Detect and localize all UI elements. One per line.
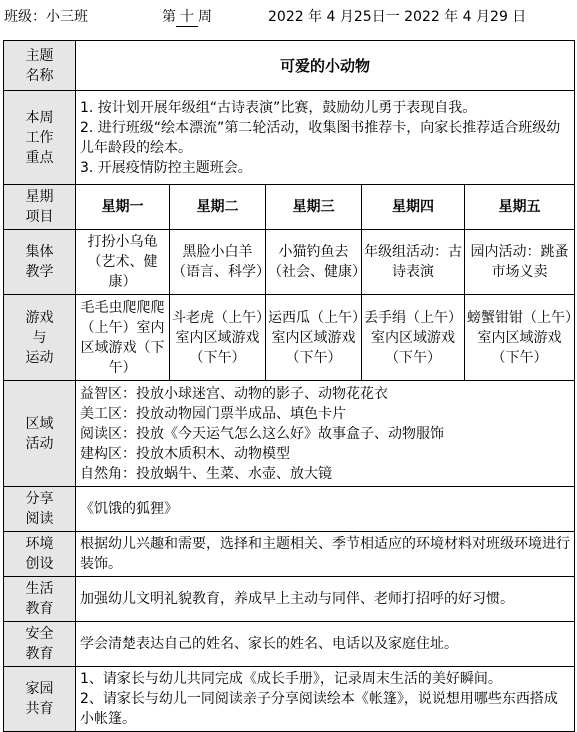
home-row bbox=[4, 667, 575, 732]
safety-row bbox=[4, 622, 575, 667]
weekly-plan-table bbox=[3, 40, 575, 732]
safety-content: 学会清楚表达自己的姓名、家长的姓名、电话以及家庭住址。 bbox=[76, 622, 575, 667]
focus-item-1: 1. 按计划开展年级组“古诗表演”比赛，鼓励幼儿勇于表现自我。 bbox=[80, 99, 477, 116]
games-tuesday: 斗老虎（上午）室内区域游戏（下午） bbox=[170, 295, 266, 381]
games-wednesday: 运西瓜（上午）室内区域游戏（下午） bbox=[266, 295, 362, 381]
date-range: 2022 年 4 月25日一 2022 年 4 月29 日 bbox=[268, 9, 527, 25]
day-thursday: 星期四 bbox=[362, 185, 465, 230]
group-teaching-row bbox=[4, 230, 575, 295]
theme-title: 可爱的小动物 bbox=[76, 41, 575, 91]
page-header bbox=[0, 0, 577, 34]
environment-row bbox=[4, 532, 575, 577]
week-number: 十 bbox=[176, 6, 198, 27]
day-monday: 星期一 bbox=[76, 185, 170, 230]
day-wednesday: 星期三 bbox=[266, 185, 362, 230]
group-teaching-monday: 打扮小乌龟（艺术、健康） bbox=[76, 230, 170, 295]
days-label: 星期 项目 bbox=[4, 185, 76, 230]
environment-content: 根据幼儿兴趣和需要，选择和主题相关、季节相适应的环境材料对班级环境进行装饰。 bbox=[76, 532, 575, 577]
theme-label: 主题 名称 bbox=[4, 41, 76, 91]
reading-content: 《饥饿的狐狸》 bbox=[76, 487, 575, 532]
reading-row bbox=[4, 487, 575, 532]
area-item-reading: 阅读区：投放《今天运气怎么这么好》故事盒子、动物服饰 bbox=[80, 425, 444, 442]
home-content bbox=[76, 667, 575, 732]
group-teaching-tuesday: 黑脸小白羊（语言、科学） bbox=[170, 230, 266, 295]
week-suffix: 周 bbox=[198, 9, 212, 25]
home-label: 家园 共育 bbox=[4, 667, 76, 732]
area-label: 区域 活动 bbox=[4, 381, 76, 487]
games-row bbox=[4, 295, 575, 381]
area-content bbox=[76, 381, 575, 487]
games-friday: 螃蟹钳钳（上午）室内区域游戏（下午） bbox=[465, 295, 575, 381]
life-content: 加强幼儿文明礼貌教育，养成早上主动与同伴、老师打招呼的好习惯。 bbox=[76, 577, 575, 622]
games-monday: 毛毛虫爬爬爬（上午）室内区域游戏（下午） bbox=[76, 295, 170, 381]
group-teaching-thursday: 年级组活动：古诗表演 bbox=[362, 230, 465, 295]
week-prefix: 第 bbox=[162, 9, 176, 25]
focus-content bbox=[76, 91, 575, 185]
home-item-2: 2、请家长与幼儿一同阅读亲子分享阅读绘本《帐篷》，说说想用哪些东西搭成小帐篷。 bbox=[80, 691, 558, 727]
focus-row bbox=[4, 91, 575, 185]
area-item-nature: 自然角：投放蜗牛、生菜、水壶、放大镜 bbox=[80, 465, 332, 482]
environment-label: 环境 创设 bbox=[4, 532, 76, 577]
area-item-art: 美工区：投放动物园门票半成品、填色卡片 bbox=[80, 405, 346, 422]
life-row bbox=[4, 577, 575, 622]
focus-item-3: 3. 开展疫情防控主题班会。 bbox=[80, 159, 252, 176]
day-tuesday: 星期二 bbox=[170, 185, 266, 230]
week-indicator bbox=[162, 6, 212, 27]
home-item-1: 1、请家长与幼儿共同完成《成长手册》，记录周末生活的美好瞬间。 bbox=[80, 671, 502, 687]
area-item-puzzle: 益智区：投放小球迷宫、动物的影子、动物花花衣 bbox=[80, 385, 388, 402]
reading-label: 分享 阅读 bbox=[4, 487, 76, 532]
class-label: 班级：小三班 bbox=[4, 9, 88, 25]
life-label: 生活 教育 bbox=[4, 577, 76, 622]
area-item-building: 建构区：投放木质积木、动物模型 bbox=[80, 445, 290, 462]
day-friday: 星期五 bbox=[465, 185, 575, 230]
group-teaching-label: 集体 教学 bbox=[4, 230, 76, 295]
area-row bbox=[4, 381, 575, 487]
theme-row bbox=[4, 41, 575, 91]
focus-label: 本周 工作 重点 bbox=[4, 91, 76, 185]
group-teaching-friday: 园内活动：跳蚤市场义卖 bbox=[465, 230, 575, 295]
focus-item-2: 2. 进行班级“绘本漂流”第二轮活动，收集图书推荐卡，向家长推荐适合班级幼儿年龄段的绘本。 bbox=[80, 119, 561, 156]
days-row bbox=[4, 185, 575, 230]
games-thursday: 丢手绢（上午）室内区域游戏（下午） bbox=[362, 295, 465, 381]
safety-label: 安全 教育 bbox=[4, 622, 76, 667]
group-teaching-wednesday: 小猫钓鱼去（社会、健康） bbox=[266, 230, 362, 295]
games-label: 游戏 与 运动 bbox=[4, 295, 76, 381]
